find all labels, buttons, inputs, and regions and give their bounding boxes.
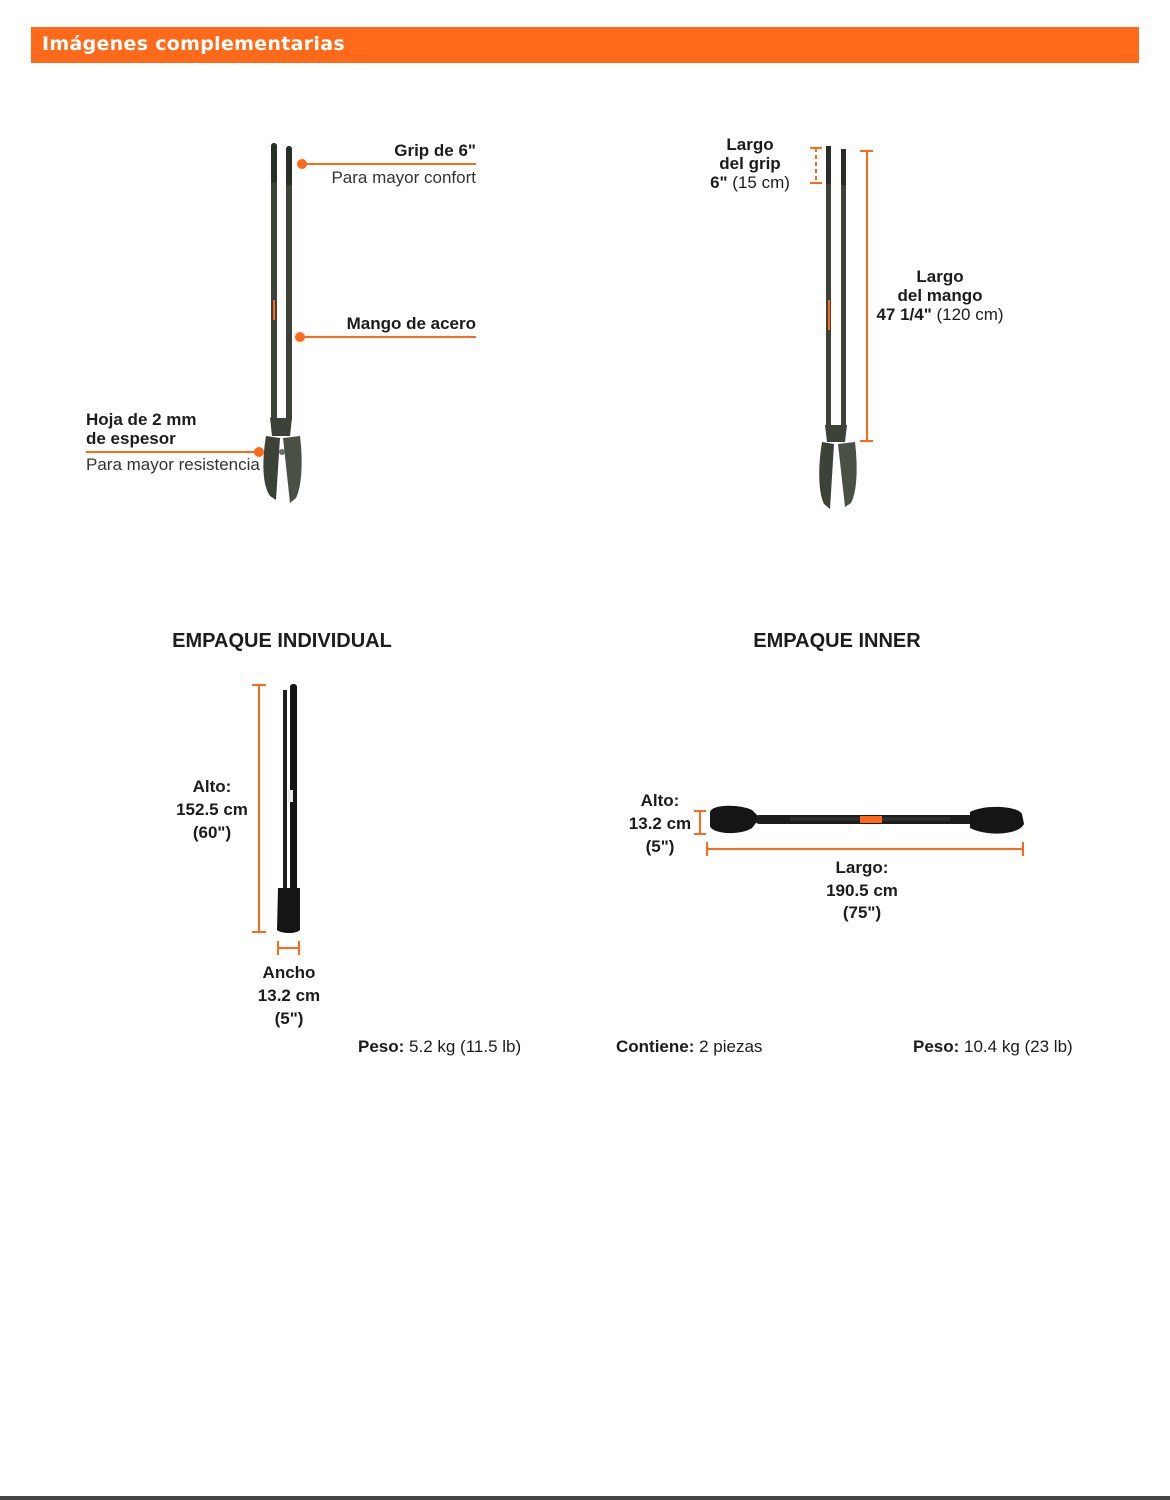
individual-height-value: 152.5 cm (176, 800, 248, 819)
handle-length-line2: del mango (897, 286, 983, 305)
individual-height-alt: (60") (192, 823, 232, 842)
individual-package-title: EMPAQUE INDIVIDUAL (172, 630, 392, 652)
handle-length-line1: Largo (916, 267, 964, 286)
inner-height-alt: (5") (645, 837, 675, 856)
grip-length-line1: Largo (726, 135, 774, 154)
inner-length-value: 190.5 cm (826, 881, 898, 900)
section-title: Imágenes complementarias (42, 33, 345, 55)
handle-length-value: 47 1/4" (120 cm) (876, 305, 1004, 324)
post-hole-digger-dimension-image (819, 146, 856, 509)
inner-weight: Peso: 10.4 kg (23 lb) (913, 1037, 1073, 1056)
grip-length-value: 6" (15 cm) (710, 173, 790, 192)
bottom-divider (0, 1496, 1170, 1500)
individual-package-image (277, 684, 300, 933)
blade-title-line1: Hoja de 2 mm (86, 410, 197, 429)
post-hole-digger-image (263, 143, 301, 503)
handle-title: Mango de acero (346, 314, 476, 333)
inner-height-label: Alto: (640, 791, 680, 810)
individual-width-alt: (5") (274, 1009, 304, 1028)
inner-package-title: EMPAQUE INNER (753, 630, 921, 652)
blade-subtitle: Para mayor resistencia (86, 455, 260, 474)
inner-contents: Contiene: 2 piezas (616, 1037, 763, 1056)
inner-package-image (710, 806, 1024, 834)
inner-length-alt: (75") (842, 903, 882, 922)
individual-width-value: 13.2 cm (257, 986, 321, 1005)
inner-length-label: Largo: (835, 858, 889, 877)
individual-width-label: Ancho (262, 963, 316, 982)
grip-title: Grip de 6" (394, 141, 476, 160)
grip-subtitle: Para mayor confort (331, 168, 476, 187)
individual-weight: Peso: 5.2 kg (11.5 lb) (358, 1037, 522, 1056)
grip-length-line2: del grip (719, 154, 781, 173)
inner-height-value: 13.2 cm (628, 814, 692, 833)
blade-title-line2: de espesor (86, 429, 176, 448)
individual-height-label: Alto: (192, 777, 232, 796)
